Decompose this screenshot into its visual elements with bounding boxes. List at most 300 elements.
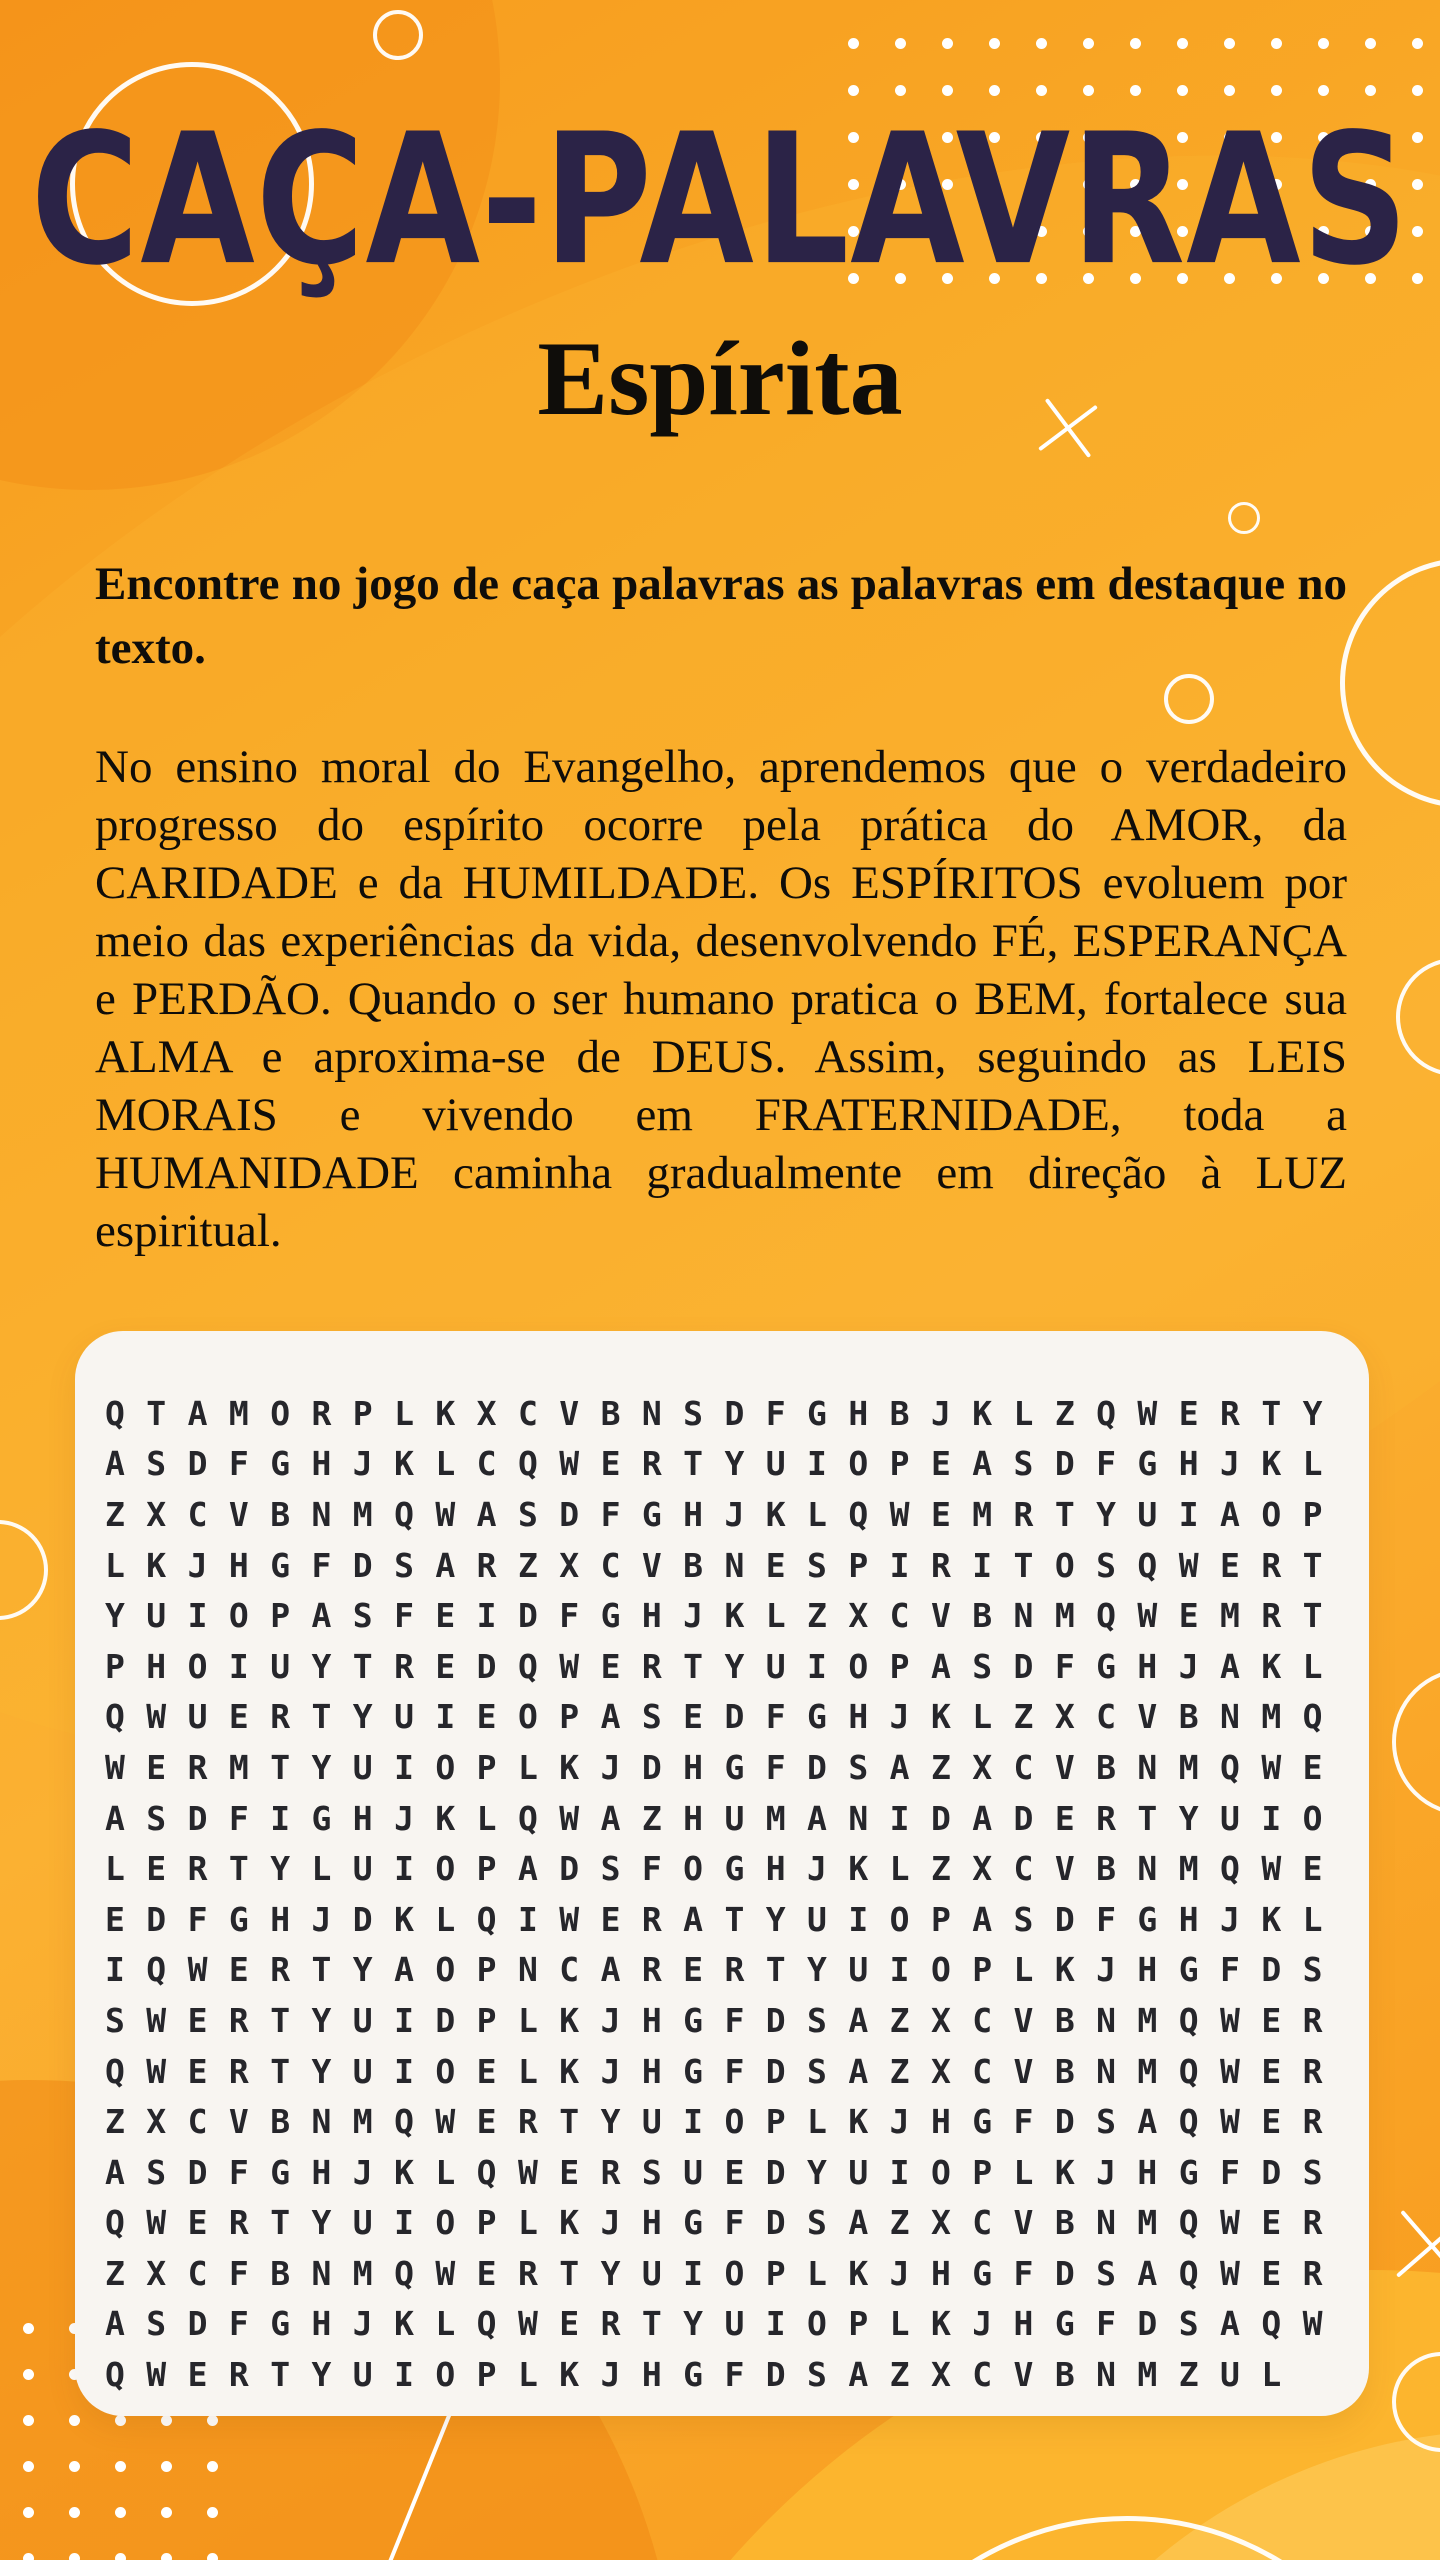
grid-letter: E bbox=[1261, 2102, 1282, 2142]
grid-letter: C bbox=[1013, 1849, 1034, 1889]
grid-letter: I bbox=[683, 2253, 704, 2293]
grid-letter: S bbox=[1013, 1444, 1034, 1484]
grid-letter: A bbox=[1220, 1646, 1240, 1686]
grid-letter: P bbox=[476, 1747, 497, 1787]
grid-letter: M bbox=[228, 1393, 249, 1433]
grid-letter: R bbox=[641, 1899, 662, 1939]
grid-letter: W bbox=[1261, 1849, 1282, 1889]
grid-letter: W bbox=[559, 1646, 580, 1686]
decorative-dot bbox=[942, 38, 953, 49]
grid-letter: G bbox=[228, 1899, 249, 1939]
grid-letter: G bbox=[1137, 1444, 1158, 1484]
grid-letter: Y bbox=[724, 1444, 745, 1484]
grid-letter: E bbox=[105, 1899, 125, 1939]
grid-letter: A bbox=[311, 1596, 332, 1636]
grid-letter: D bbox=[1054, 1444, 1075, 1484]
grid-letter: E bbox=[683, 1950, 704, 1990]
grid-letter: V bbox=[1054, 1747, 1075, 1787]
grid-letter: Q bbox=[105, 1697, 125, 1737]
grid-letter: O bbox=[1261, 1494, 1282, 1534]
grid-letter: A bbox=[972, 1798, 993, 1838]
grid-letter: Y bbox=[311, 1646, 332, 1686]
grid-letter: I bbox=[889, 1545, 910, 1585]
grid-letter: K bbox=[724, 1596, 745, 1636]
decorative-dot bbox=[989, 38, 1000, 49]
grid-letter: K bbox=[559, 2203, 580, 2243]
grid-letter: A bbox=[394, 1950, 414, 1990]
grid-letter: G bbox=[807, 1393, 827, 1433]
grid-letter: E bbox=[600, 1899, 621, 1939]
grid-row bbox=[105, 1439, 1344, 1490]
grid-letter: W bbox=[559, 1899, 580, 1939]
grid-letter: K bbox=[559, 1747, 580, 1787]
grid-letter: E bbox=[476, 2051, 497, 2091]
grid-letter: W bbox=[1220, 2051, 1240, 2091]
grid-letter: Q bbox=[1096, 1393, 1116, 1433]
grid-letter: L bbox=[435, 2152, 456, 2192]
grid-letter: G bbox=[311, 1798, 332, 1838]
grid-letter: C bbox=[972, 2051, 993, 2091]
grid-letter: C bbox=[972, 2355, 993, 2395]
grid-letter: S bbox=[1302, 1950, 1323, 1990]
grid-letter: S bbox=[683, 1393, 704, 1433]
grid-letter: V bbox=[228, 2102, 249, 2142]
grid-letter: R bbox=[476, 1545, 497, 1585]
grid-letter: N bbox=[1096, 2051, 1116, 2091]
grid-letter: D bbox=[476, 1646, 497, 1686]
grid-letter: W bbox=[1220, 2253, 1240, 2293]
grid-letter: P bbox=[1302, 1494, 1323, 1534]
grid-letter: U bbox=[1220, 2355, 1240, 2395]
grid-letter: T bbox=[270, 2203, 291, 2243]
grid-letter: D bbox=[517, 1596, 538, 1636]
grid-letter: S bbox=[848, 1747, 869, 1787]
grid-letter: P bbox=[889, 1646, 910, 1686]
grid-letter: N bbox=[641, 1393, 662, 1433]
grid-letter: L bbox=[394, 1393, 414, 1433]
grid-letter: A bbox=[600, 1697, 621, 1737]
grid-letter: E bbox=[1220, 1545, 1240, 1585]
decorative-dot bbox=[115, 2461, 126, 2472]
grid-letter: L bbox=[435, 1444, 456, 1484]
grid-letter: W bbox=[1220, 2203, 1240, 2243]
decorative-dot bbox=[23, 2553, 34, 2560]
grid-letter: A bbox=[807, 1798, 827, 1838]
grid-letter: K bbox=[765, 1494, 786, 1534]
grid-letter: R bbox=[1302, 2253, 1323, 2293]
grid-letter: Z bbox=[930, 1849, 951, 1889]
grid-letter: M bbox=[1261, 1697, 1282, 1737]
grid-letter: F bbox=[1013, 2102, 1034, 2142]
grid-letter: F bbox=[1054, 1646, 1075, 1686]
grid-letter: W bbox=[435, 1494, 456, 1534]
grid-letter: C bbox=[187, 2102, 208, 2142]
grid-letter: V bbox=[930, 1596, 951, 1636]
grid-letter: R bbox=[1261, 1545, 1282, 1585]
grid-letter: B bbox=[1096, 1747, 1116, 1787]
grid-letter: F bbox=[724, 2355, 745, 2395]
grid-letter: X bbox=[476, 1393, 497, 1433]
grid-letter: T bbox=[559, 2102, 580, 2142]
grid-letter: O bbox=[930, 1950, 951, 1990]
grid-letter: I bbox=[187, 1596, 208, 1636]
grid-letter: H bbox=[683, 1494, 704, 1534]
grid-letter: O bbox=[848, 1646, 869, 1686]
grid-letter: U bbox=[724, 2304, 745, 2344]
decorative-dot bbox=[23, 2369, 34, 2380]
grid-letter: D bbox=[930, 1798, 951, 1838]
decorative-dot bbox=[848, 38, 859, 49]
decorative-dot bbox=[161, 2461, 172, 2472]
grid-letter: N bbox=[1096, 2000, 1116, 2040]
grid-letter: M bbox=[1054, 1596, 1075, 1636]
grid-letter: J bbox=[972, 2304, 993, 2344]
grid-letter: L bbox=[517, 2000, 538, 2040]
grid-letter: Z bbox=[105, 2253, 125, 2293]
decorative-dot bbox=[161, 2553, 172, 2560]
grid-letter: M bbox=[972, 1494, 993, 1534]
grid-letter: S bbox=[807, 2355, 827, 2395]
grid-letter: N bbox=[724, 1545, 745, 1585]
grid-letter: T bbox=[1054, 1494, 1075, 1534]
grid-letter: Q bbox=[1178, 2102, 1199, 2142]
grid-letter: K bbox=[848, 2253, 869, 2293]
grid-letter: A bbox=[848, 2000, 869, 2040]
grid-letter: V bbox=[641, 1545, 662, 1585]
grid-letter: G bbox=[600, 1596, 621, 1636]
grid-letter: W bbox=[1220, 2102, 1240, 2142]
decorative-dot bbox=[1271, 38, 1282, 49]
grid-letter: A bbox=[1137, 2253, 1158, 2293]
grid-letter: I bbox=[394, 2355, 414, 2395]
grid-letter: C bbox=[972, 2000, 993, 2040]
grid-letter: B bbox=[270, 2102, 291, 2142]
grid-letter: G bbox=[270, 2304, 291, 2344]
grid-letter: X bbox=[930, 2051, 951, 2091]
grid-letter: H bbox=[270, 1899, 291, 1939]
grid-letter: E bbox=[187, 2051, 208, 2091]
grid-letter: Q bbox=[517, 1798, 538, 1838]
grid-letter: E bbox=[187, 2355, 208, 2395]
grid-letter: W bbox=[1137, 1393, 1158, 1433]
grid-letter: U bbox=[641, 2253, 662, 2293]
grid-letter: D bbox=[559, 1494, 580, 1534]
grid-letter: U bbox=[765, 1646, 786, 1686]
grid-letter: Y bbox=[311, 2000, 332, 2040]
grid-letter: W bbox=[1137, 1596, 1158, 1636]
grid-letter: F bbox=[228, 1444, 249, 1484]
grid-letter: H bbox=[641, 2203, 662, 2243]
grid-letter: U bbox=[1137, 1494, 1158, 1534]
grid-letter: K bbox=[930, 2304, 951, 2344]
grid-letter: I bbox=[394, 2000, 414, 2040]
grid-letter: B bbox=[270, 1494, 291, 1534]
grid-letter: Q bbox=[105, 2051, 125, 2091]
grid-letter: W bbox=[146, 2051, 167, 2091]
grid-letter: V bbox=[1013, 2051, 1034, 2091]
grid-letter: V bbox=[1054, 1849, 1075, 1889]
grid-row bbox=[105, 1995, 1344, 2046]
grid-letter: K bbox=[394, 1444, 414, 1484]
grid-letter: A bbox=[105, 1798, 125, 1838]
grid-letter: T bbox=[724, 1899, 745, 1939]
grid-letter: J bbox=[889, 1697, 910, 1737]
grid-letter: R bbox=[311, 1393, 332, 1433]
grid-letter: U bbox=[394, 1697, 414, 1737]
grid-letter: P bbox=[476, 2000, 497, 2040]
grid-letter: E bbox=[228, 1950, 249, 1990]
grid-letter: E bbox=[559, 2152, 580, 2192]
grid-letter: Z bbox=[105, 2102, 125, 2142]
grid-letter: Y bbox=[1178, 1798, 1199, 1838]
grid-letter: G bbox=[683, 2000, 704, 2040]
grid-letter: L bbox=[1013, 1393, 1034, 1433]
grid-letter: M bbox=[1178, 1849, 1199, 1889]
grid-letter: Q bbox=[476, 1899, 497, 1939]
decorative-dot bbox=[1224, 38, 1235, 49]
grid-letter: A bbox=[848, 2051, 869, 2091]
grid-letter: Q bbox=[394, 2253, 414, 2293]
grid-letter: I bbox=[394, 1747, 414, 1787]
circle-outline-right-grid bbox=[1392, 1668, 1440, 1816]
grid-letter: N bbox=[1137, 1849, 1158, 1889]
grid-letter: S bbox=[1013, 1899, 1034, 1939]
grid-letter: J bbox=[600, 2000, 621, 2040]
grid-letter: R bbox=[641, 1444, 662, 1484]
grid-letter: I bbox=[394, 1849, 414, 1889]
grid-letter: B bbox=[1054, 2203, 1075, 2243]
grid-letter: O bbox=[228, 1596, 249, 1636]
grid-letter: U bbox=[270, 1646, 291, 1686]
grid-letter: P bbox=[476, 2355, 497, 2395]
grid-letter: P bbox=[848, 1545, 869, 1585]
grid-letter: L bbox=[517, 1747, 538, 1787]
grid-letter: Q bbox=[517, 1646, 538, 1686]
grid-letter: E bbox=[476, 2102, 497, 2142]
grid-letter: O bbox=[435, 1950, 456, 1990]
grid-letter: X bbox=[972, 1849, 993, 1889]
grid-letter: R bbox=[1013, 1494, 1034, 1534]
grid-letter: P bbox=[930, 1899, 951, 1939]
grid-letter: H bbox=[1137, 1950, 1158, 1990]
grid-letter: M bbox=[352, 1494, 373, 1534]
grid-letter: J bbox=[1096, 2152, 1116, 2192]
grid-letter: O bbox=[724, 2253, 745, 2293]
grid-letter: I bbox=[517, 1899, 538, 1939]
decorative-dot bbox=[23, 2323, 34, 2334]
decorative-dot bbox=[161, 2415, 172, 2426]
grid-letter: I bbox=[807, 1444, 827, 1484]
grid-letter: R bbox=[600, 2152, 621, 2192]
grid-letter: J bbox=[311, 1899, 332, 1939]
grid-letter: Y bbox=[352, 1950, 373, 1990]
grid-letter: A bbox=[105, 2152, 125, 2192]
decorative-dot bbox=[1177, 38, 1188, 49]
grid-letter: A bbox=[930, 1646, 951, 1686]
grid-letter: K bbox=[559, 2000, 580, 2040]
grid-letter: X bbox=[848, 1596, 869, 1636]
grid-letter: H bbox=[641, 2000, 662, 2040]
grid-letter: D bbox=[1261, 2152, 1282, 2192]
grid-letter: I bbox=[765, 2304, 786, 2344]
grid-letter: A bbox=[889, 1747, 910, 1787]
word-grid bbox=[105, 1388, 1344, 2400]
grid-letter: R bbox=[641, 1950, 662, 1990]
grid-letter: E bbox=[228, 1697, 249, 1737]
grid-letter: T bbox=[270, 2051, 291, 2091]
grid-letter: D bbox=[187, 1798, 208, 1838]
grid-letter: A bbox=[683, 1899, 704, 1939]
grid-letter: Y bbox=[724, 1646, 745, 1686]
grid-letter: P bbox=[476, 1849, 497, 1889]
grid-letter: W bbox=[1261, 1747, 1282, 1787]
grid-letter: M bbox=[1220, 1596, 1240, 1636]
grid-letter: Q bbox=[1261, 2304, 1282, 2344]
grid-letter: Q bbox=[105, 2355, 125, 2395]
grid-row bbox=[105, 2096, 1344, 2147]
grid-letter: G bbox=[1096, 1646, 1116, 1686]
grid-letter: D bbox=[1137, 2304, 1158, 2344]
grid-row bbox=[105, 2248, 1344, 2299]
grid-letter: O bbox=[1302, 1798, 1323, 1838]
grid-letter: K bbox=[559, 2051, 580, 2091]
grid-letter: J bbox=[600, 2203, 621, 2243]
decorative-dot bbox=[69, 2553, 80, 2560]
grid-letter: I bbox=[270, 1798, 291, 1838]
grid-letter: J bbox=[807, 1849, 827, 1889]
grid-letter: B bbox=[270, 2253, 291, 2293]
grid-letter: O bbox=[889, 1899, 910, 1939]
grid-letter: K bbox=[435, 1393, 456, 1433]
grid-letter: T bbox=[1261, 1393, 1282, 1433]
grid-letter: B bbox=[1178, 1697, 1199, 1737]
grid-letter: O bbox=[517, 1697, 538, 1737]
grid-letter: M bbox=[352, 2253, 373, 2293]
grid-letter: E bbox=[146, 1747, 167, 1787]
grid-letter: F bbox=[724, 2051, 745, 2091]
grid-letter: F bbox=[765, 1393, 786, 1433]
grid-letter: E bbox=[1261, 2000, 1282, 2040]
grid-letter: S bbox=[1302, 2152, 1323, 2192]
decorative-dot bbox=[207, 2415, 218, 2426]
grid-letter: X bbox=[146, 1494, 167, 1534]
decorative-dot bbox=[23, 2507, 34, 2518]
grid-letter: C bbox=[476, 1444, 497, 1484]
grid-letter: L bbox=[517, 2355, 538, 2395]
grid-letter: Y bbox=[105, 1596, 125, 1636]
decorative-dot bbox=[207, 2507, 218, 2518]
decorative-dot bbox=[1130, 38, 1141, 49]
grid-letter: R bbox=[1302, 2203, 1323, 2243]
grid-letter: U bbox=[848, 2152, 869, 2192]
grid-letter: D bbox=[1013, 1646, 1034, 1686]
grid-letter: L bbox=[105, 1849, 125, 1889]
grid-letter: W bbox=[187, 1950, 208, 1990]
grid-letter: Y bbox=[600, 2253, 621, 2293]
grid-letter: L bbox=[1013, 2152, 1034, 2192]
grid-letter: E bbox=[683, 1697, 704, 1737]
grid-letter: R bbox=[187, 1849, 208, 1889]
grid-letter: U bbox=[352, 1747, 373, 1787]
grid-letter: U bbox=[724, 1798, 745, 1838]
grid-letter: T bbox=[311, 1697, 332, 1737]
grid-letter: B bbox=[1054, 2051, 1075, 2091]
grid-row bbox=[105, 2299, 1344, 2350]
grid-letter: L bbox=[807, 1494, 827, 1534]
grid-row bbox=[105, 1590, 1344, 1641]
grid-letter: Q bbox=[1220, 1747, 1240, 1787]
grid-letter: H bbox=[311, 2304, 332, 2344]
grid-letter: B bbox=[1054, 2355, 1075, 2395]
grid-letter: J bbox=[187, 1545, 208, 1585]
grid-letter: E bbox=[930, 1494, 951, 1534]
grid-letter: D bbox=[1054, 1899, 1075, 1939]
grid-letter: E bbox=[1261, 2203, 1282, 2243]
grid-letter: C bbox=[559, 1950, 580, 1990]
grid-letter: M bbox=[1137, 2051, 1158, 2091]
grid-letter: K bbox=[394, 2152, 414, 2192]
instruction-text: Encontre no jogo de caça palavras as palavras em destaque no texto. bbox=[95, 558, 1347, 674]
grid-letter: O bbox=[724, 2102, 745, 2142]
grid-letter: C bbox=[889, 1596, 910, 1636]
grid-row bbox=[105, 1540, 1344, 1591]
grid-letter: T bbox=[146, 1393, 167, 1433]
grid-letter: J bbox=[352, 2152, 373, 2192]
grid-row bbox=[105, 1793, 1344, 1844]
grid-letter: P bbox=[972, 2152, 993, 2192]
grid-letter: A bbox=[848, 2355, 869, 2395]
grid-letter: F bbox=[228, 1798, 249, 1838]
grid-letter: J bbox=[683, 1596, 704, 1636]
grid-letter: T bbox=[352, 1646, 373, 1686]
grid-letter: J bbox=[889, 2253, 910, 2293]
grid-letter: U bbox=[146, 1596, 167, 1636]
grid-letter: N bbox=[311, 2253, 332, 2293]
grid-letter: O bbox=[930, 2152, 951, 2192]
grid-letter: A bbox=[1137, 2102, 1158, 2142]
grid-letter: I bbox=[228, 1646, 249, 1686]
grid-letter: D bbox=[765, 2203, 786, 2243]
grid-letter: L bbox=[105, 1545, 125, 1585]
grid-letter: N bbox=[311, 1494, 332, 1534]
grid-letter: K bbox=[1261, 1646, 1282, 1686]
grid-letter: G bbox=[683, 2051, 704, 2091]
grid-letter: X bbox=[146, 2102, 167, 2142]
grid-letter: I bbox=[972, 1545, 993, 1585]
grid-letter: P bbox=[270, 1596, 291, 1636]
grid-letter: V bbox=[228, 1494, 249, 1534]
grid-letter: H bbox=[1178, 1899, 1199, 1939]
grid-letter: W bbox=[559, 1798, 580, 1838]
grid-letter: U bbox=[352, 2355, 373, 2395]
grid-letter: Q bbox=[1178, 2000, 1199, 2040]
grid-letter: J bbox=[600, 2051, 621, 2091]
decorative-dot bbox=[1412, 38, 1423, 49]
decorative-dot bbox=[23, 2461, 34, 2472]
grid-letter: Z bbox=[105, 1494, 125, 1534]
grid-letter: T bbox=[1013, 1545, 1034, 1585]
grid-letter: I bbox=[889, 1798, 910, 1838]
grid-letter: C bbox=[1013, 1747, 1034, 1787]
grid-letter: U bbox=[352, 2051, 373, 2091]
grid-letter: R bbox=[1261, 1596, 1282, 1636]
grid-letter: O bbox=[187, 1646, 208, 1686]
grid-letter: S bbox=[1096, 1545, 1116, 1585]
grid-letter: J bbox=[600, 1747, 621, 1787]
grid-letter: L bbox=[476, 1798, 497, 1838]
grid-letter: F bbox=[1096, 1444, 1116, 1484]
grid-letter: K bbox=[559, 2355, 580, 2395]
